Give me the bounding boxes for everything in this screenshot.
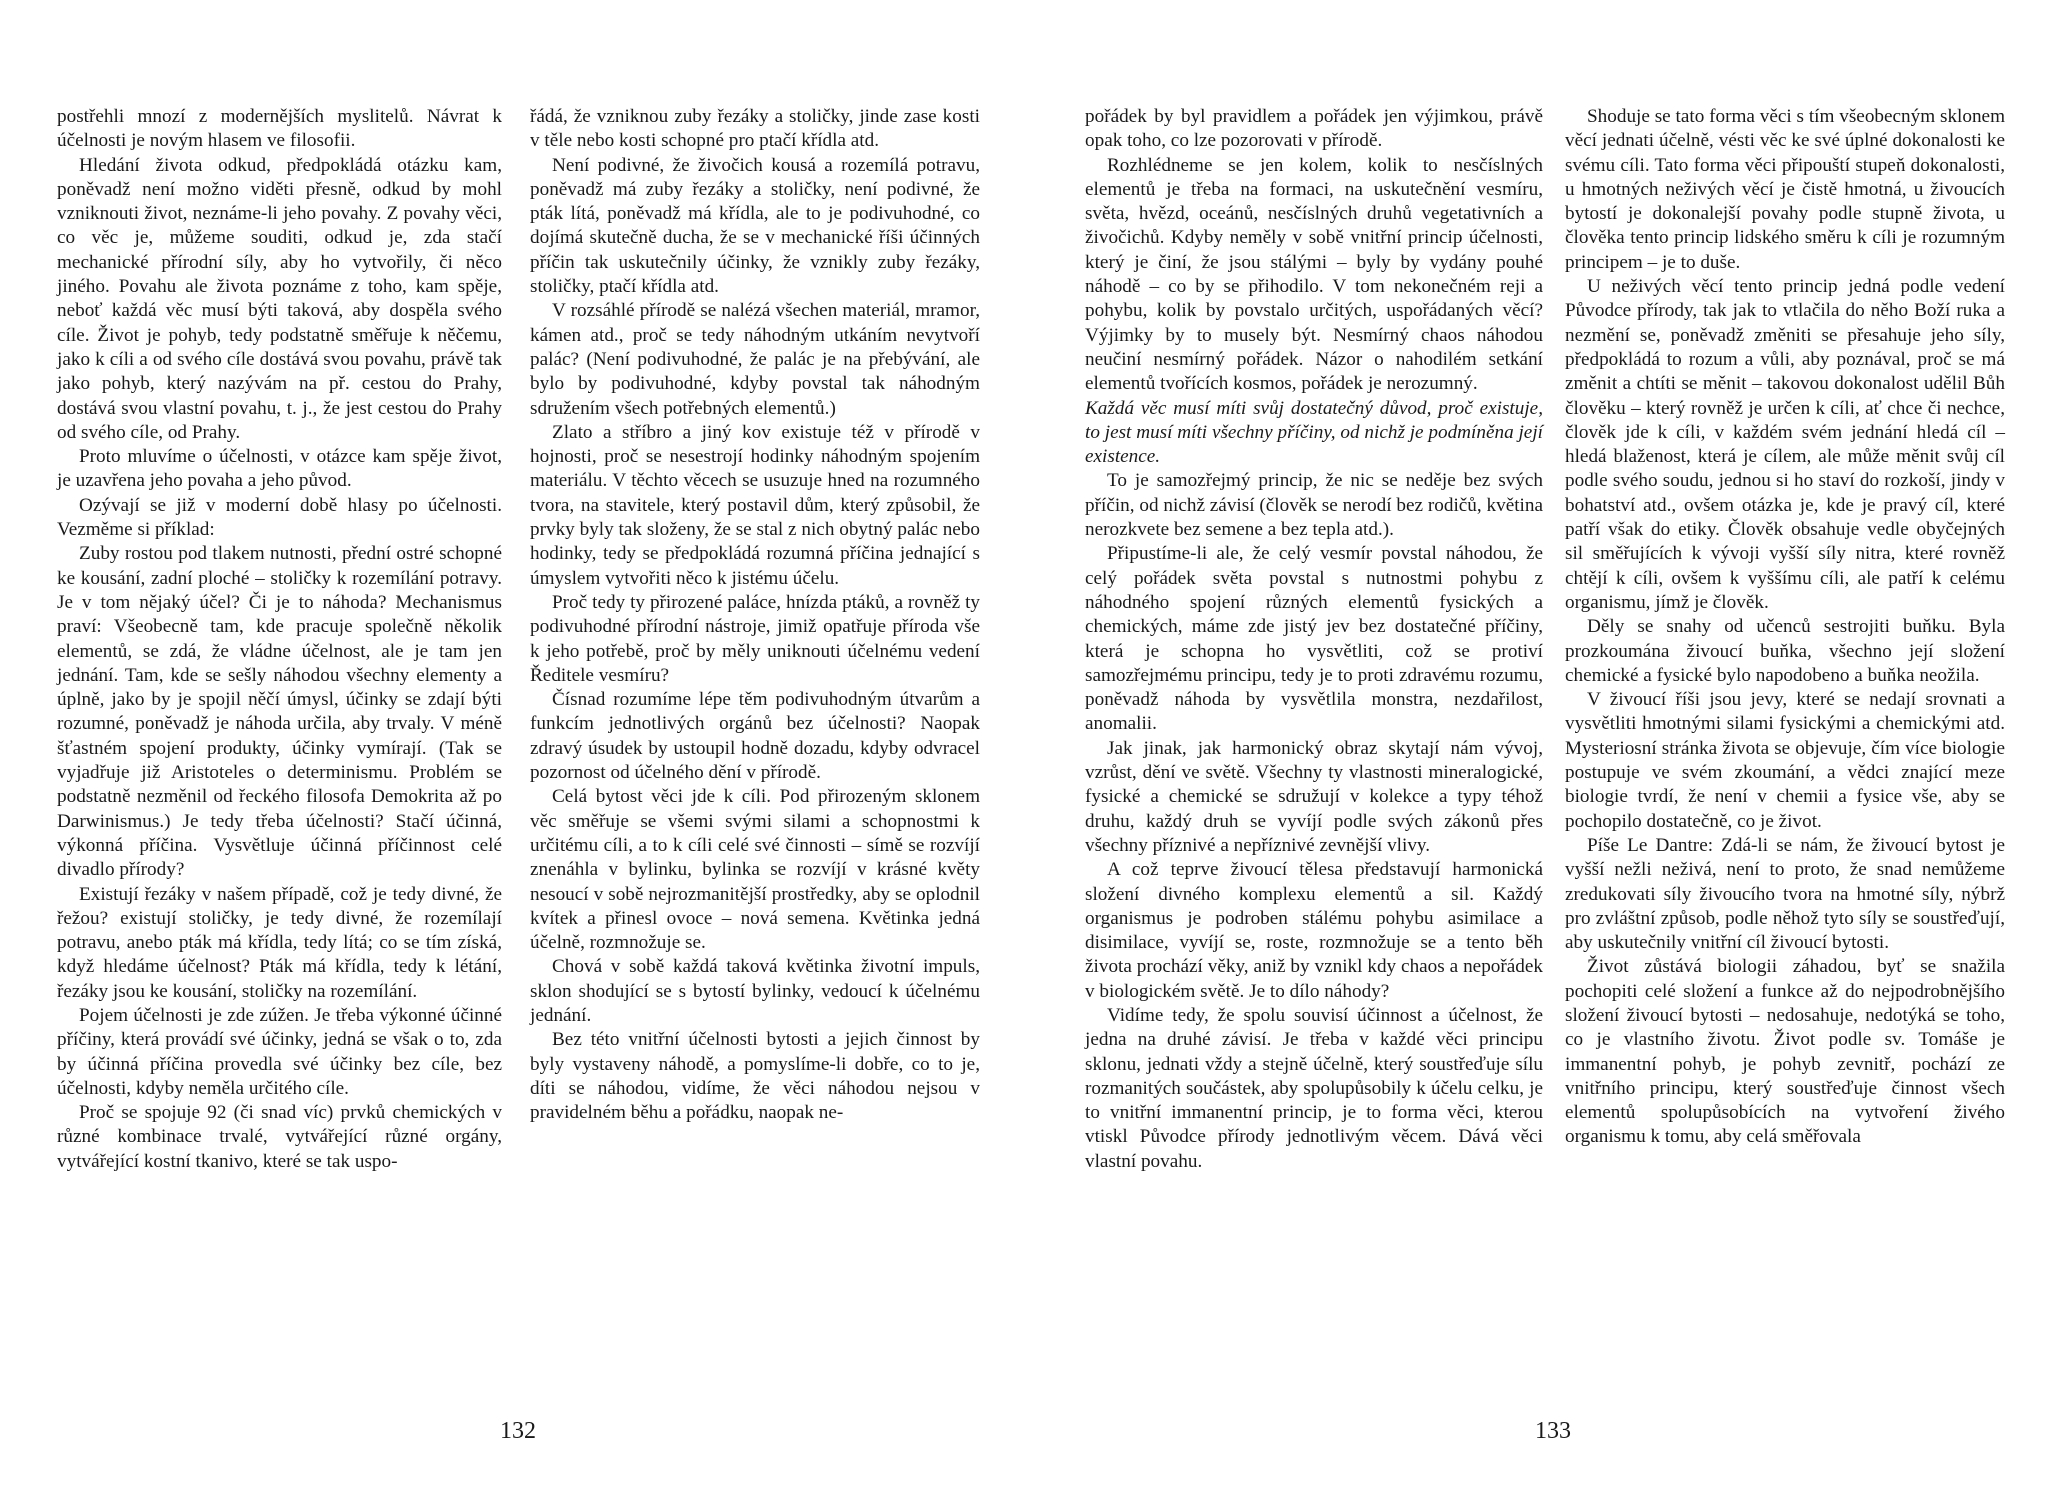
italic-text: Každá věc musí míti svůj dostatečný důvod, proč existuje, to jest musí míti všechny příčiny, od nichž je podmíněna její existence.: [1085, 397, 1543, 468]
paragraph: Připustíme-li ale, že celý vesmír povstal náhodou, že celý pořádek světa povstal s nutnostmi pohybu z náhodného spojení různých elementů fysických a chemických, máme zde jistý jev bez dostatečné příčiny, která je schopna ho vysvětliti, což se protiví samozřejmému principu, tedy je to proti zdravému rozumu, poněvadž náhoda by vysvětlila monstra, nezdařilost, anomalii.: [1085, 543, 1543, 735]
page-number: 132: [500, 1418, 536, 1444]
paragraph: Zuby rostou pod tlakem nutnosti, přední ostré schopné ke kousání, zadní ploché – stoličky k rozemílání potravy. Je v tom nějaký účel? Či je to náhoda? Mechanismus praví: Všeobecně tam, kde pracuje společně několik elementů, se zdá, že vládne účelnost, ale je tam jen jednání. Tam, kde se sešly náhodou všechny elementy a úplně, jako by je spojil něčí úmysl, účinky se zdají býti rozumné, poněvadž je náhoda určila, aby trvaly. V méně šťastném spojení produkty, účinky vymírají. (Tak se vyjadřuje již Aristoteles o determinismu. Problém se podstatně nezměnil od řeckého filosofa Demokrita až po Darwinismus.) Je tedy třeba účelnosti? Stačí účinná, výkonná příčina. Vysvětluje účinná příčinnost celé divadlo přírody?: [57, 543, 502, 881]
paragraph: Ozývají se již v moderní době hlasy po účelnosti. Vezměme si příklad:: [57, 494, 502, 541]
paragraph: Pojem účelnosti je zde zúžen. Je třeba výkonné účinné příčiny, která provádí své účinky, jedná se však o to, zda by účinná příčina provedla své účinky bez cíle, bez účelnosti, kdyby neměla určitého cíle.: [57, 1004, 502, 1099]
paragraph: Proto mluvíme o účelnosti, v otázce kam spěje život, je uzavřena jeho povaha a jeho původ.: [57, 446, 502, 492]
paragraph: Proč tedy ty přirozené paláce, hnízda ptáků, a rovněž ty podivuhodné přírodní nástroje, jimiž opatřuje příroda vše k jeho potřebě, proč by měly uniknouti účelnému vedení Ředitele vesmíru?: [530, 591, 980, 686]
paragraph: A což teprve živoucí tělesa představují harmonická složení divného komplexu elementů a sil. Každý organismus je podroben stálému pohybu asimilace a disimilace, vyvíjí se, roste, rozmnožuje se a tento běh života prochází věky, aniž by vznikl kdy chaos a nepořádek v biologickém světě. Je to dílo náhody?: [1085, 859, 1543, 1002]
paragraph: Zlato a stříbro a jiný kov existuje též v přírodě v hojnosti, proč se nesestrojí hodinky náhodným spojením materiálu. V těchto věcech se usuzuje hned na rozumného tvora, na stavitele, který postavil dům, který způsobil, že prvky byly tak složeny, že se stal z nich obytný palác nebo hodinky, tedy se předpokládá rozumná příčina jednající s úmyslem vytvořiti něco k jistému účelu.: [530, 421, 980, 589]
paragraph: Děly se snahy od učenců sestrojiti buňku. Byla prozkoumána živoucí buňka, všechno její složení chemické a fysické bylo napodobeno a buňka neožila.: [1565, 616, 2005, 686]
paragraph: V rozsáhlé přírodě se nalézá všechen materiál, mramor, kámen atd., proč se tedy náhodným utkáním nevytvoří palác? (Není podivuhodné, že palác je na přebývání, ale bylo by podivuhodné, kdyby povstal tak náhodným sdružením všech potřebných elementů.): [530, 300, 980, 419]
right-page-column-2: [1565, 105, 2005, 1150]
paragraph: Píše Le Dantre: Zdá-li se nám, že živoucí bytost je vyšší nežli neživá, není to proto, že snad nemůžeme zredukovati síly živoucího tvora na hmotné síly, nýbrž pro zvláštní způsob, podle něhož tyto síly se soustřeďují, aby uskutečnily vnitřní cíl živoucí bytosti.: [1565, 834, 2005, 954]
paragraph: Hledání života odkud, předpokládá otázku kam, poněvadž není možno viděti přesně, odkud by mohl vzniknouti život, neznáme-li jeho povahy. Z povahy věci, co věc je, můžeme souditi, odkud je, zda stačí mechanické přírodní síly, aby ho vytvořily, či něco jiného. Povahu ale života poznáme z toho, kam spěje, neboť každá věc musí býti taková, aby dospěla svého cíle. Život je pohyb, tedy podstatně směřuje k něčemu, jako k cíli a od svého cíle dostává svou povahu, právě tak jako pohyb, který nazývám na př. cestou do Prahy, dostává svou vlastní povahu, t. j., že jest cestou do Prahy od svého cíle, od Prahy.: [57, 154, 502, 443]
paragraph: Rozhlédneme se jen kolem, kolik to nesčíslných elementů je třeba na formaci, na uskutečnění vesmíru, světa, hvězd, oceánů, nesčíslných druhů vegetativních a živočichů. Kdyby neměly v sobě vnitřní princip účelnosti, který je činí, že jsou stálými – byly by vydány pouhé náhodě – co by se přihodilo. V tom nekonečném reji a pohybu, kolik by povstalo určitých, uspořádaných věcí? Výjimky by to musely být. Nesmírný chaos náhodou neučiní nesmírný pořádek. Názor o nahodilém setkání elementů tvořících kosmos, pořádek je nerozumný.: [1085, 154, 1543, 395]
right-page: [1025, 0, 2050, 1500]
paragraph-italic: [1085, 397, 1543, 470]
paragraph: postřehli mnozí z modernějších myslitelů. Návrat k účelnosti je novým hlasem ve filosofii.: [57, 106, 502, 152]
paragraph: To je samozřejmý princip, že nic se neděje bez svých příčin, od nichž závisí (člověk se nerodí bez rodičů, květina nerozkvete bez semene a bez tepla atd.).: [1085, 470, 1543, 541]
paragraph: pořádek by byl pravidlem a pořádek jen výjimkou, právě opak toho, co lze pozorovati v přírodě.: [1085, 106, 1543, 152]
paragraph: řádá, že vzniknou zuby řezáky a stoličky, jinde zase kosti v těle nebo kosti schopné pro ptačí křídla atd.: [530, 106, 980, 152]
left-page-column-2: [530, 105, 980, 1125]
paragraph: Celá bytost věci jde k cíli. Pod přirozeným sklonem věc směřuje se všemi svými silami a schopnostmi k určitému cíli, a to k cíli celé své činnosti – símě se rozvíjí znenáhla v bylinku, bylinka se rozvíjí v krásné květy nesoucí v sobě nejrozmanitější prostředky, aby se oplodnil kvítek a přinesl ovoce – nová semena. Květinka jedná účelně, rozmnožuje se.: [530, 786, 980, 954]
paragraph: Jak jinak, jak harmonický obraz skytají nám vývoj, vzrůst, dění ve světě. Všechny ty vlastnosti mineralogické, fysické a chemické se sdružují v kolekce a typy téhož druhu, každý druh se vyvíjí podle svých zákonů přes všechny příznivé a nepříznivé zevnější vlivy.: [1085, 737, 1543, 856]
page-number: 133: [1535, 1418, 1571, 1444]
paragraph: Shoduje se tato forma věci s tím všeobecným sklonem věcí jednati účelně, vésti věc ke své úplné dokonalosti ke svému cíli. Tato forma věci připouští stupeň dokonalosti, u hmotných neživých věcí je čistě hmotná, u živoucích bytostí je dokonalejší povahy podle stupně života, u člověka tento princip lidského směru k cíli je rozumným principem – je to duše.: [1565, 106, 2005, 273]
paragraph: Život zůstává biologii záhadou, byť se snažila pochopiti celé složení a funkce až do nejpodrobnějšího složení živoucí bytosti – nedosahuje, nedotýká se toho, co je vlastního životu. Život podle sv. Tomáše je immanentní pohyb, je pohyb zevnitř, pochází ze vnitřního principu, který soustřeďuje činnost všech elementů spolupůsobících na vytvoření živého organismu k tomu, aby celá směřovala: [1565, 956, 2005, 1148]
paragraph: Proč se spojuje 92 (či snad víc) prvků chemických v různé kombinace trvalé, vytvářející různé orgány, vytvářející kostní tkanivo, které se tak uspo-: [57, 1102, 502, 1172]
paragraph: V živoucí říši jsou jevy, které se nedají srovnati a vysvětliti hmotnými silami fysickými a chemickými atd. Mysteriosní stránka života se objevuje, čím více biologie postupuje ve svém zkoumání, a vědci znající meze biologie tvrdí, že není v chemii a fysice vše, aby se pochopilo dostatečně, co je život.: [1565, 689, 2005, 832]
paragraph: Vidíme tedy, že spolu souvisí účinnost a účelnost, že jedna na druhé závisí. Je třeba v každé věci principu sklonu, jednati vždy a stejně účelně, který soustřeďuje sílu rozmanitých součástek, aby spolupůsobily k účelu celku, je to vnitřní immanentní princip, je to forma věci, kterou vtiskl Původce přírody jednotlivým věcem. Dává věci vlastní povahu.: [1085, 1004, 1543, 1172]
paragraph: Není podivné, že živočich kousá a rozemílá potravu, poněvadž má zuby řezáky a stoličky, není podivné, že pták lítá, poněvadž má křídla, ale to je podivuhodné, co dojímá skutečně ducha, že se v mechanické říši účinných příčin tak uskutečnily účinky, že vznikly zuby řezáky, stoličky, ptačí křídla atd.: [530, 154, 980, 298]
left-page-column-1: [57, 105, 502, 1174]
paragraph: Chová v sobě každá taková květinka životní impuls, sklon shodující se s bytostí bylinky, vedoucí k účelnému jednání.: [530, 956, 980, 1026]
paragraph: U neživých věcí tento princip jedná podle vedení Původce přírody, tak jak to vtlačila do něho Boží ruka a nezmění se, poněvadž změniti se přesahuje jeho síly, předpokládá to rozum a vůli, aby poznával, proč se má změnit a chtíti se měnit – takovou dokonalost udělil Bůh člověku – který rovněž je určen k cíli, ať chce či nechce, člověk jde k cíli, v každém svém jednání hledá cíl – hledá blaženost, která je cílem, ale může měnit svůj cíl podle svého soudu, jednou si ho staví do rozkoší, jindy v bohatství atd., ovšem otázka je, kde je pravý cíl, které patří však do etiky. Člověk obsahuje vedle obyčejných sil směřujících k vývoji vyšší síly nitra, které rovněž chtějí k cíli, ovšem k vyššímu cíli, ale patří k celému organismu, jímž je člověk.: [1565, 276, 2005, 613]
paragraph: Čísnad rozumíme lépe těm podivuhodným útvarům a funkcím jednotlivých orgánů bez účelnosti? Naopak zdravý úsudek by ustoupil hodně dozadu, kdyby odvracel pozornost od účelného dění v přírodě.: [530, 689, 980, 784]
paragraph: Existují řezáky v našem případě, což je tedy divné, že řežou? existují stoličky, je tedy divné, že rozemílají potravu, anebo pták má křídla, tedy lítá; co se tím získá, když hledáme účelnost? Pták má křídla, tedy k létání, řezáky jsou ke kousání, stoličky na rozemílání.: [57, 883, 502, 1002]
paragraph: Bez této vnitřní účelnosti bytosti a jejich činnost by byly vystaveny náhodě, a pomyslíme-li dobře, co to je, díti se náhodou, vidíme, že věci náhodou nejsou v pravidelném běhu a pořádku, naopak ne-: [530, 1029, 980, 1124]
right-page-column-1: [1085, 105, 1543, 1174]
